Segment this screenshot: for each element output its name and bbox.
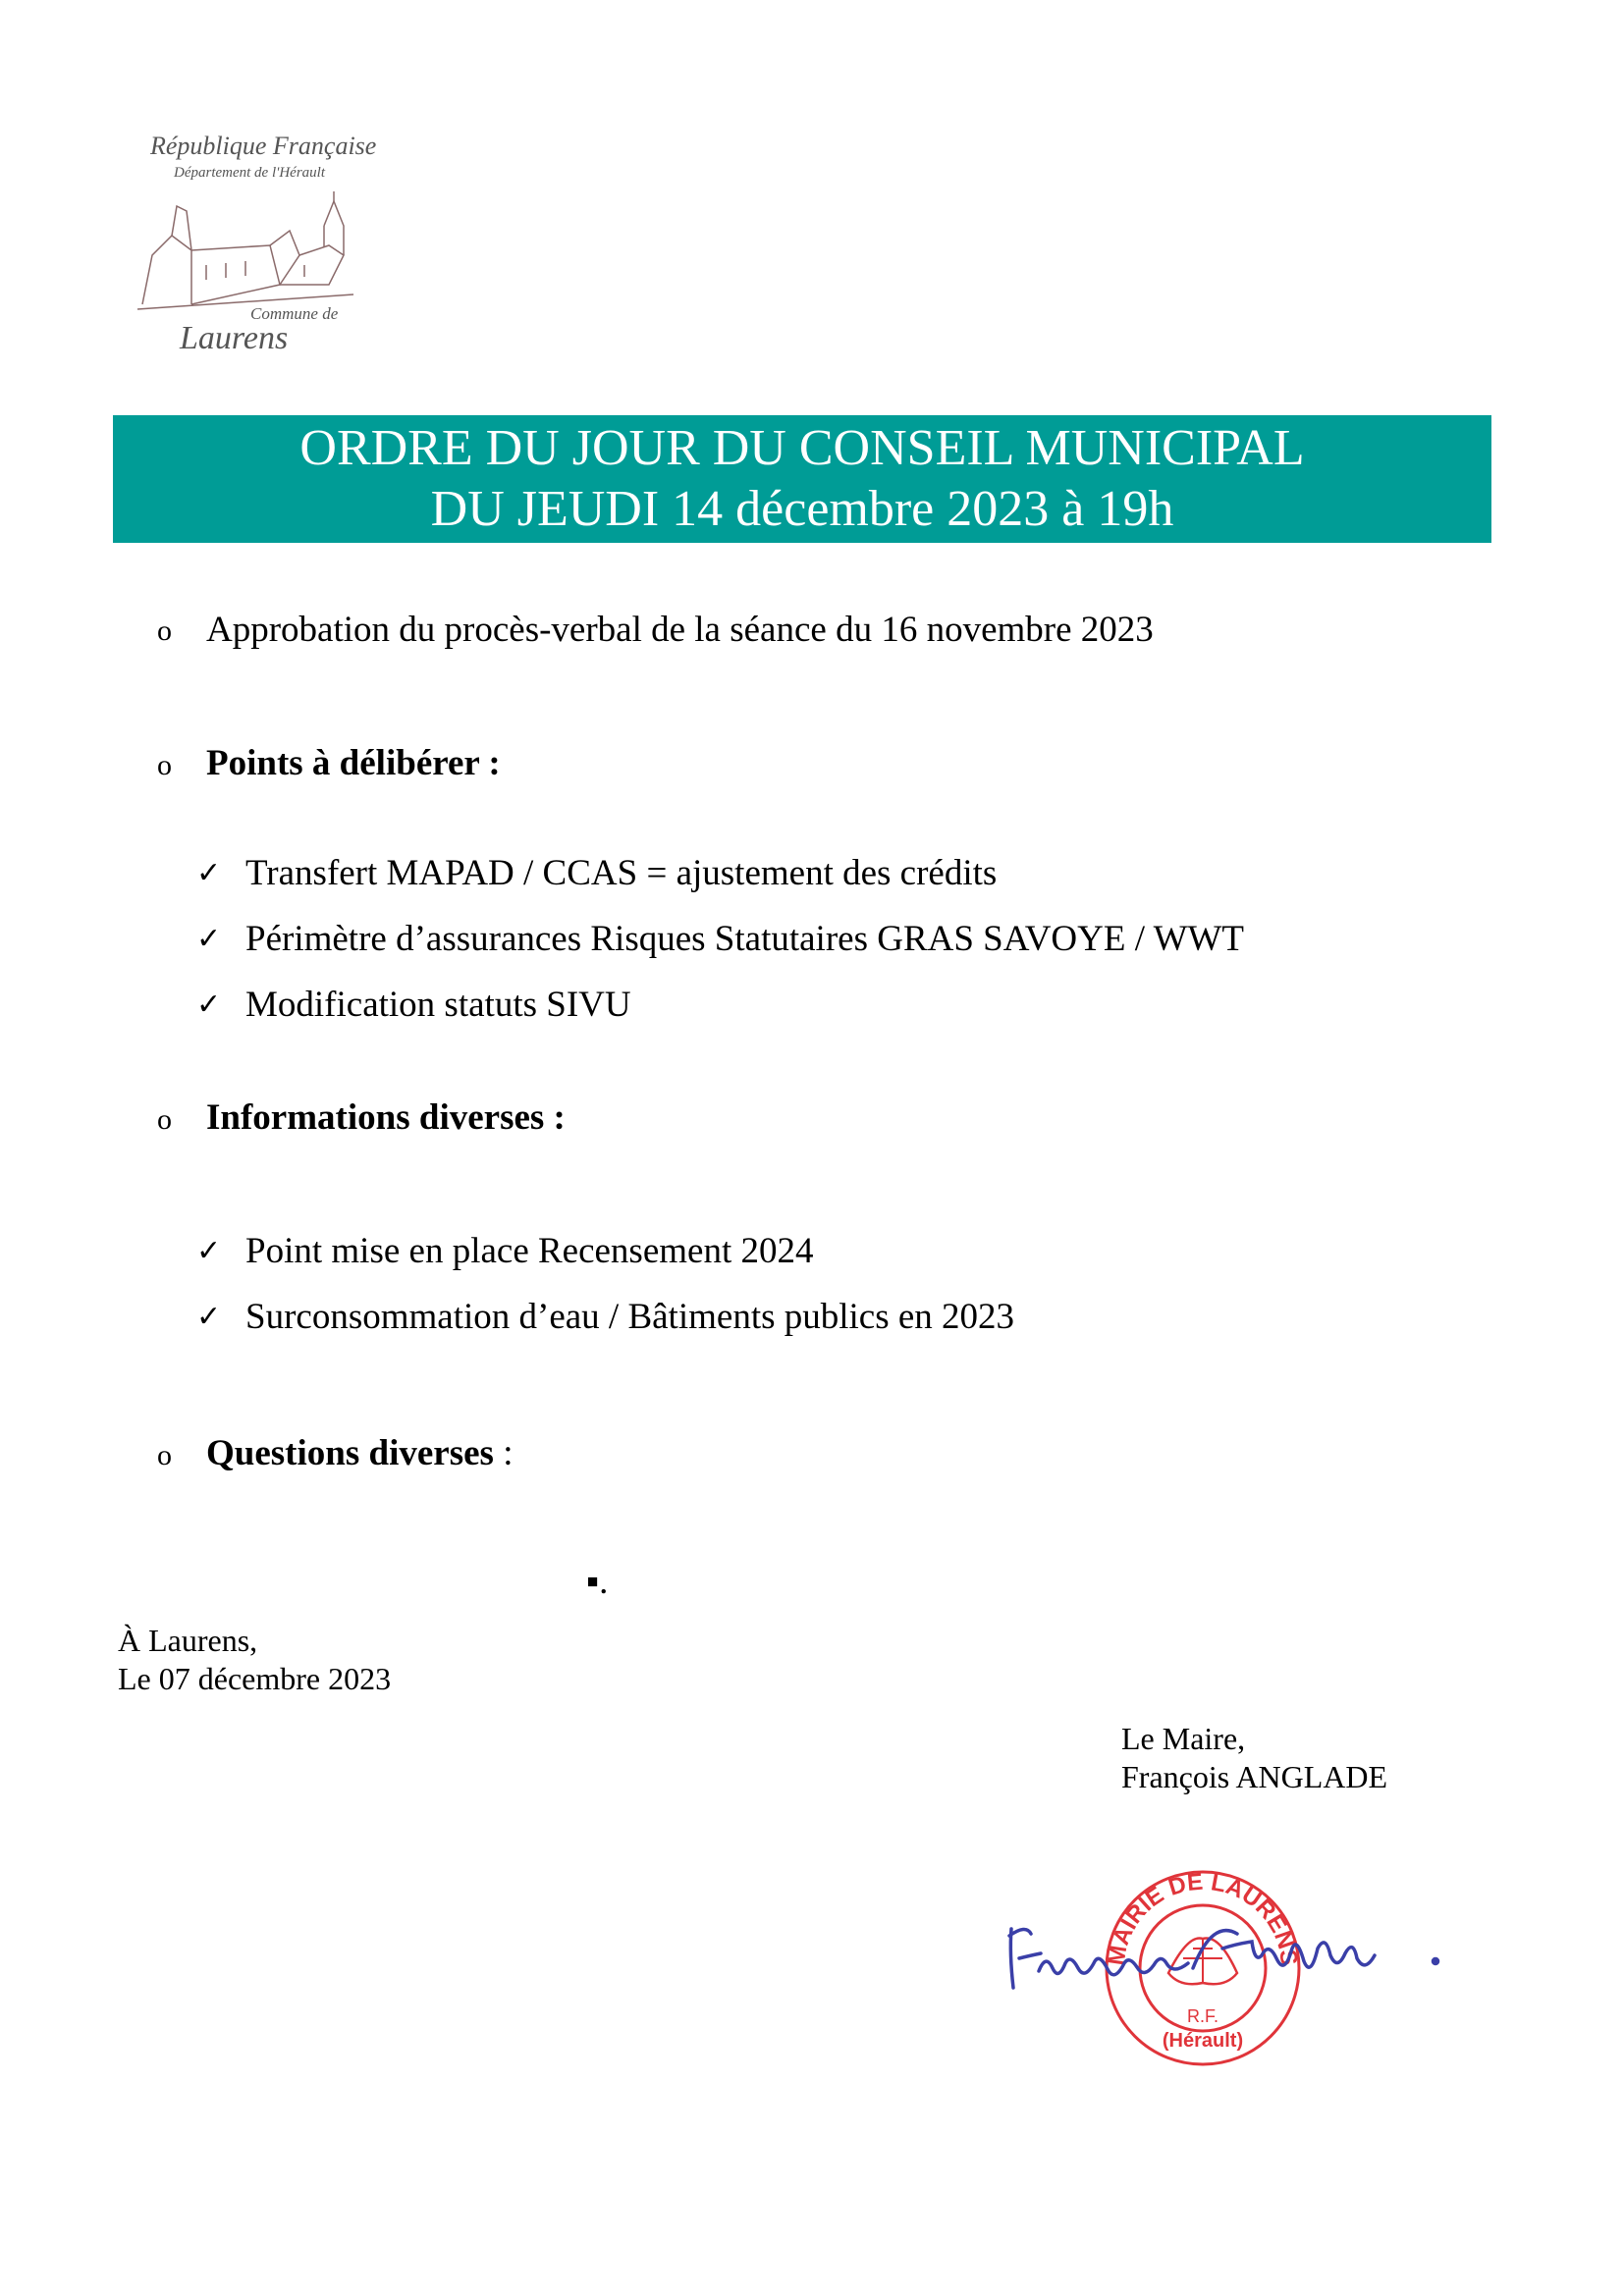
bullet-icon: o	[157, 614, 172, 647]
info-item: Surconsommation d’eau / Bâtiments publics en 2023	[245, 1297, 1015, 1337]
questions-heading	[206, 1432, 513, 1474]
bullet-icon: o	[157, 1103, 172, 1136]
title-line-1: ORDRE DU JOUR DU CONSEIL MUNICIPAL	[299, 420, 1305, 476]
deliberate-heading: Points à délibérer :	[206, 743, 501, 783]
footer-date: Le 07 décembre 2023	[118, 1661, 392, 1696]
deliberate-item: Transfert MAPAD / CCAS = ajustement des crédits	[245, 853, 998, 893]
bullet-icon: o	[157, 749, 172, 781]
logo-republique: République Française	[150, 132, 377, 160]
check-icon: ✓	[196, 1234, 222, 1268]
logo-commune-de: Commune de	[250, 304, 339, 323]
deliberate-item: Périmètre d’assurances Risques Statutaires GRAS SAVOYE / WWT	[245, 919, 1245, 959]
mairie-stamp	[1104, 1869, 1303, 2064]
deliberate-item: Modification statuts SIVU	[245, 985, 631, 1025]
check-icon: ✓	[196, 922, 222, 956]
chateau-illustration	[133, 187, 358, 314]
bullet-icon: o	[157, 1439, 172, 1471]
title-banner	[113, 415, 1491, 543]
info-item: Point mise en place Recensement 2024	[245, 1231, 814, 1271]
info-heading: Informations diverses :	[206, 1097, 566, 1138]
title-line-2: DU JEUDI 14 décembre 2023 à 19h	[430, 481, 1174, 537]
footer-place: À Laurens,	[118, 1623, 258, 1658]
stray-mark: ▪.	[586, 1562, 609, 1602]
commune-logo	[133, 128, 377, 363]
agenda-approval: Approbation du procès-verbal de la séance du 16 novembre 2023	[206, 610, 1154, 650]
logo-departement: Département de l'Hérault	[174, 165, 326, 181]
stamp-herault: (Hérault)	[1162, 2030, 1244, 2052]
check-icon: ✓	[196, 1300, 222, 1334]
mayor-name: François ANGLADE	[1121, 1759, 1388, 1794]
mayor-signature	[1009, 1929, 1438, 1988]
stamp-rf: R.F.	[1186, 2006, 1219, 2026]
check-icon: ✓	[196, 856, 222, 890]
check-icon: ✓	[196, 988, 222, 1022]
stamp-ring-text: MAIRIE DE LAURENS	[1103, 1868, 1303, 1967]
stamp-and-signature	[1001, 1865, 1453, 2071]
mayor-role: Le Maire,	[1121, 1721, 1246, 1756]
questions-heading-text: Questions diverses	[206, 1433, 494, 1473]
questions-colon: :	[493, 1433, 514, 1473]
logo-laurens: Laurens	[180, 320, 289, 356]
